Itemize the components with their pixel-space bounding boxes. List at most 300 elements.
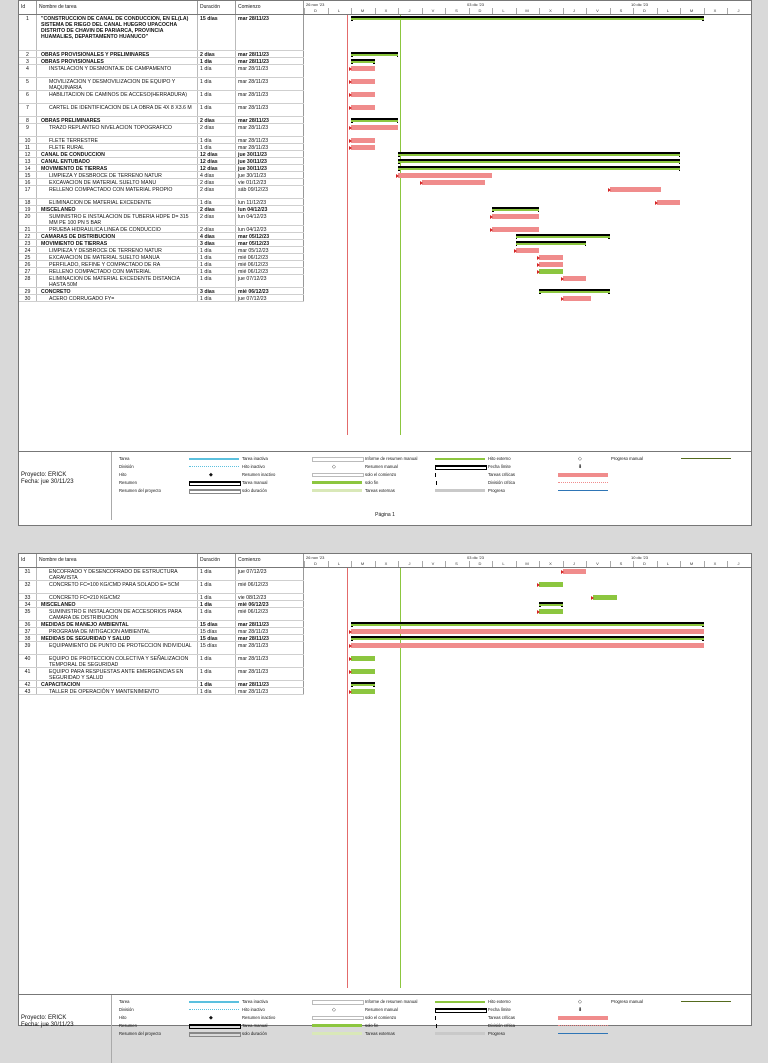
- table-row[interactable]: [19, 268, 304, 275]
- legend-label: Hito externo: [488, 456, 511, 461]
- legend-swatch-icon: [312, 1016, 364, 1020]
- task-duration: 12 días: [198, 151, 236, 157]
- timeline-day-12: V: [596, 561, 599, 566]
- task-name: PROGRAMA DE MITIGACION AMBIENTAL: [37, 628, 198, 634]
- gantt-bar-20[interactable]: [492, 214, 539, 219]
- table-row[interactable]: [19, 681, 304, 688]
- legend-item: [488, 472, 618, 479]
- timeline-day-16: M: [689, 561, 694, 566]
- legend-label: Tareas externas: [365, 1031, 395, 1036]
- legend-item: [365, 472, 495, 479]
- gantt-bar-40[interactable]: [351, 656, 375, 661]
- gantt-bar-25[interactable]: [539, 255, 563, 260]
- gantt-bar-16[interactable]: [422, 180, 485, 185]
- legend-item: [119, 464, 249, 471]
- task-name: FLETE RURAL: [37, 144, 198, 150]
- gantt-bar-17[interactable]: [610, 187, 662, 192]
- task-id: 35: [19, 608, 37, 620]
- legend-label: Hito: [119, 1015, 127, 1020]
- task-id: 13: [19, 158, 37, 164]
- task-duration: 3 días: [198, 288, 236, 294]
- deadline-marker-icon: [349, 126, 352, 130]
- task-duration: 1 día: [198, 568, 236, 580]
- task-name: CARTEL DE IDENTIFICACION DE LA OBRA DE 4X 8 X3.6 M: [37, 104, 198, 116]
- gantt-page-2: [18, 553, 752, 1036]
- legend-label: Tarea manual: [242, 1023, 268, 1028]
- timeline-day-3: X: [384, 561, 388, 566]
- gantt-bar-27[interactable]: [539, 269, 563, 274]
- legend-item: [365, 999, 495, 1006]
- table-row[interactable]: [19, 51, 304, 58]
- timeline-day-9: M: [525, 8, 529, 13]
- task-duration: 1 día: [198, 58, 236, 64]
- legend-label: solo duración: [242, 488, 267, 493]
- task-name: CONCRETO FC=210 KG/CM2: [37, 594, 198, 600]
- task-name: CONCRETO FC=100 KG/CMD PARA SOLADO E= 5CM: [37, 581, 198, 593]
- gantt-bar-38-progress: [351, 638, 704, 640]
- table-row[interactable]: [19, 65, 304, 78]
- gantt-bar-6[interactable]: [351, 92, 375, 97]
- table-row[interactable]: [19, 206, 304, 213]
- legend-item: [365, 456, 495, 463]
- task-name: EQUIPO PARA RESPUESTAS ANTE EMERGENCIAS EN SEGURIDAD Y SALUD: [37, 668, 198, 680]
- gantt-bar-10[interactable]: [351, 138, 375, 143]
- task-start: mar 05/12/23: [236, 233, 304, 239]
- task-start: mié 06/12/23: [236, 601, 304, 607]
- legend-item: [242, 464, 372, 471]
- gantt-bar-37[interactable]: [351, 629, 704, 634]
- task-duration: 2 días: [198, 206, 236, 212]
- gantt-bar-5[interactable]: [351, 79, 375, 84]
- table-row[interactable]: [19, 213, 304, 226]
- table-row[interactable]: [19, 635, 304, 642]
- gantt-bar-2-progress: [351, 54, 398, 56]
- timeline-day-3: X: [384, 8, 388, 13]
- table-row[interactable]: [19, 240, 304, 247]
- table-row[interactable]: [19, 668, 304, 681]
- timeline-day-4: J: [408, 8, 411, 13]
- deadline-marker-icon: [349, 93, 352, 97]
- gantt-bar-7[interactable]: [351, 105, 375, 110]
- task-id: 8: [19, 117, 37, 123]
- task-id: 21: [19, 226, 37, 232]
- timeline-week-3: 10 dic '23: [631, 555, 648, 560]
- legend: [19, 451, 751, 520]
- task-duration: 1 día: [198, 688, 236, 694]
- task-name: CANAL ENTUBADO: [37, 158, 198, 164]
- deadline-marker-icon: [537, 263, 540, 267]
- timeline-day-18: J: [737, 8, 740, 13]
- gantt-bar-35[interactable]: [539, 609, 563, 614]
- table-row[interactable]: [19, 172, 304, 179]
- task-id: 1: [19, 15, 37, 50]
- timeline-day-0: D: [314, 8, 317, 13]
- timeline-day-10: X: [549, 561, 552, 566]
- task-duration: 2 días: [198, 124, 236, 136]
- legend-label: Resumen del proyecto: [119, 488, 161, 493]
- legend-item: [119, 480, 249, 487]
- deadline-marker-icon: [349, 106, 352, 110]
- timeline-day-7: D: [478, 8, 482, 13]
- legend-swatch-icon: [558, 1033, 608, 1034]
- table-row[interactable]: [19, 124, 304, 137]
- timeline-day-6: S: [455, 8, 458, 13]
- table-row[interactable]: [19, 104, 304, 117]
- task-name: MEDIDAS DE MANEJO AMBIENTAL: [37, 621, 198, 627]
- task-name: CONCRETO: [37, 288, 198, 294]
- legend-swatch-icon: [435, 1024, 437, 1028]
- legend-item: [242, 1023, 372, 1030]
- task-start: lun 11/12/23: [236, 199, 304, 205]
- legend-item: [611, 999, 741, 1006]
- task-start: mié 06/12/23: [236, 261, 304, 267]
- table-row[interactable]: [19, 261, 304, 268]
- task-id: 14: [19, 165, 37, 171]
- table-row[interactable]: [19, 165, 304, 172]
- task-duration: 1 día: [198, 137, 236, 143]
- task-start: mar 28/11/23: [236, 65, 304, 77]
- task-id: 22: [19, 233, 37, 239]
- gantt-bar-30[interactable]: [563, 296, 591, 301]
- task-start: mar 28/11/23: [236, 137, 304, 143]
- gantt-bar-21[interactable]: [492, 227, 539, 232]
- task-name: RELLENO COMPACTADO CON MATERIAL: [37, 268, 198, 274]
- task-id: 40: [19, 655, 37, 667]
- legend-item: [611, 456, 741, 463]
- task-id: 9: [19, 124, 37, 136]
- legend-swatch-icon: ◆: [209, 472, 213, 478]
- task-duration: 12 días: [198, 165, 236, 171]
- timeline-day-6: S: [455, 561, 458, 566]
- task-name: LIMPIEZA Y DESBROCE DE TERRENO NATUR: [37, 247, 198, 253]
- gantt-bar-8-progress: [351, 120, 398, 122]
- table-row[interactable]: [19, 226, 304, 233]
- task-start: mar 28/11/23: [236, 621, 304, 627]
- table-row[interactable]: [19, 137, 304, 144]
- legend-label: Informe de resumen manual: [365, 999, 418, 1004]
- table-row[interactable]: [19, 144, 304, 151]
- legend-swatch-icon: [312, 1024, 362, 1027]
- table-row[interactable]: [19, 233, 304, 240]
- task-id: 18: [19, 199, 37, 205]
- timeline-week-2: 03 dic '23: [467, 2, 484, 7]
- legend-label: Resumen del proyecto: [119, 1031, 161, 1036]
- task-id: 31: [19, 568, 37, 580]
- legend-label: Progreso manual: [611, 456, 643, 461]
- table-row[interactable]: [19, 199, 304, 206]
- deadline-marker-icon: [349, 670, 352, 674]
- table-row[interactable]: [19, 581, 304, 594]
- legend-item: [488, 480, 618, 487]
- gantt-bar-15[interactable]: [398, 173, 492, 178]
- task-start: mar 28/11/23: [236, 58, 304, 64]
- legend-item: [242, 1031, 372, 1038]
- legend-label: Tareas externas: [365, 488, 395, 493]
- deadline-marker-icon: [561, 277, 564, 281]
- timeline-day-17: X: [713, 561, 717, 566]
- task-duration: 15 días: [198, 621, 236, 627]
- table-row[interactable]: [19, 158, 304, 165]
- gantt-bar-18[interactable]: [657, 200, 681, 205]
- gantt-bar-29-progress: [539, 291, 610, 293]
- legend-swatch-icon: [189, 1001, 239, 1003]
- task-id: 25: [19, 254, 37, 260]
- legend-swatch-icon: [558, 1016, 608, 1020]
- task-start: mar 28/11/23: [236, 688, 304, 694]
- task-start: mar 28/11/23: [236, 681, 304, 687]
- task-start: vie 01/12/23: [236, 179, 304, 185]
- table-row[interactable]: [19, 151, 304, 158]
- task-duration: 4 días: [198, 233, 236, 239]
- task-id: 12: [19, 151, 37, 157]
- gantt-bar-9[interactable]: [351, 125, 398, 130]
- table-row[interactable]: [19, 642, 304, 655]
- legend-swatch-icon: [435, 1008, 487, 1013]
- task-duration: 1 día: [198, 601, 236, 607]
- task-name: FLETE TERRESTRE: [37, 137, 198, 143]
- deadline-marker-icon: [608, 188, 611, 192]
- task-id: 43: [19, 688, 37, 694]
- task-start: mié 06/12/23: [236, 254, 304, 260]
- timeline-day-12: V: [596, 8, 599, 13]
- table-row[interactable]: [19, 186, 304, 199]
- task-start: jue 30/11/23: [236, 172, 304, 178]
- legend-project: Proyecto: ERICK: [21, 1015, 67, 1021]
- task-start: sáb 09/12/23: [236, 186, 304, 198]
- timeline-day-13: S: [619, 8, 623, 13]
- task-duration: 1 día: [198, 681, 236, 687]
- task-id: 42: [19, 681, 37, 687]
- task-start: jue 30/11/23: [236, 151, 304, 157]
- legend-swatch-icon: [435, 1016, 437, 1020]
- task-id: 4: [19, 65, 37, 77]
- legend-swatch-icon: [312, 1032, 362, 1035]
- gantt-bar-3-progress: [351, 61, 375, 63]
- legend-item: [488, 464, 618, 471]
- task-name: OBRAS PRELIMINARES: [37, 117, 198, 123]
- task-id: 30: [19, 295, 37, 301]
- legend-swatch-icon: [435, 481, 437, 485]
- gantt-page-1: [18, 0, 752, 526]
- table-row[interactable]: [19, 275, 304, 288]
- legend-label: División: [119, 1007, 134, 1012]
- table-row[interactable]: [19, 247, 304, 254]
- gantt-bar-31[interactable]: [563, 569, 587, 574]
- legend-label: Hito externo: [488, 999, 511, 1004]
- task-name: EQUIPAMIENTO DE PUNTO DE PROTECCION INDIVIDUAL: [37, 642, 198, 654]
- gantt-bar-14-progress: [398, 168, 680, 170]
- legend-item: [242, 1015, 372, 1022]
- gantt-bar-32[interactable]: [539, 582, 563, 587]
- task-id: 17: [19, 186, 37, 198]
- legend-date: Fecha: jue 30/11/23: [21, 1022, 74, 1028]
- deadline-marker-icon: [537, 256, 540, 260]
- task-name: MISCELANEO: [37, 601, 198, 607]
- page-number: Página 1: [375, 512, 395, 518]
- legend-item: [119, 1031, 249, 1038]
- header-duration: Duración: [198, 554, 236, 567]
- table-row[interactable]: [19, 288, 304, 295]
- table-header-2: [19, 554, 751, 568]
- timeline-day-11: J: [573, 561, 575, 566]
- gantt-bar-33[interactable]: [593, 595, 617, 600]
- table-row[interactable]: [19, 254, 304, 261]
- task-name: CANAL DE CONDUCCION: [37, 151, 198, 157]
- table-row[interactable]: [19, 568, 304, 581]
- task-duration: 1 día: [198, 254, 236, 260]
- legend-swatch-icon: [312, 473, 364, 477]
- task-start: mar 28/11/23: [236, 117, 304, 123]
- task-start: mié 06/12/23: [236, 608, 304, 620]
- timeline-day-9: M: [525, 561, 529, 566]
- task-duration: 1 día: [198, 65, 236, 77]
- task-id: 34: [19, 601, 37, 607]
- table-header: [19, 1, 751, 15]
- legend-item: [242, 999, 372, 1006]
- gantt-bar-43[interactable]: [351, 689, 375, 694]
- gantt-bar-28[interactable]: [563, 276, 587, 281]
- gantt-bar-4[interactable]: [351, 66, 375, 71]
- task-name: EXCAVACION DE MATERIAL SUELTO MANU: [37, 179, 198, 185]
- status-line: [347, 15, 348, 435]
- legend-item: [119, 456, 249, 463]
- timeline-day-8: L: [502, 561, 505, 566]
- task-id: 33: [19, 594, 37, 600]
- task-id: 11: [19, 144, 37, 150]
- legend-label: Resumen manual: [365, 1007, 398, 1012]
- timeline-day-8: L: [502, 8, 505, 13]
- header-start: Comienzo: [236, 554, 304, 567]
- task-start: lun 04/12/23: [236, 206, 304, 212]
- task-start: lun 04/12/23: [236, 213, 304, 225]
- task-start: mar 28/11/23: [236, 668, 304, 680]
- legend-label: Tarea: [119, 999, 130, 1004]
- header-name: Nombre de tarea: [37, 1, 198, 14]
- legend-item: [488, 1023, 618, 1030]
- gantt-bar-39[interactable]: [351, 643, 704, 648]
- table-row[interactable]: [19, 655, 304, 668]
- gantt-bar-11[interactable]: [351, 145, 375, 150]
- legend-label: Tarea manual: [242, 480, 268, 485]
- table-row[interactable]: [19, 594, 304, 601]
- timeline-day-18: J: [737, 561, 740, 566]
- gantt-bar-24[interactable]: [516, 248, 540, 253]
- legend-swatch-icon: [189, 1024, 241, 1029]
- task-duration: 2 días: [198, 179, 236, 185]
- table-row[interactable]: [19, 295, 304, 302]
- task-name: ELIMINACION DE MATERIAL EXCEDENTE: [37, 199, 198, 205]
- gantt-bar-19-progress: [492, 209, 539, 211]
- legend-swatch-icon: [189, 466, 239, 467]
- task-id: 19: [19, 206, 37, 212]
- legend-label: Tareas críticas: [488, 472, 515, 477]
- task-name: MOVIMIENTO DE TIERRAS: [37, 165, 198, 171]
- gantt-bar-23-progress: [516, 243, 587, 245]
- task-id: 6: [19, 91, 37, 103]
- table-row[interactable]: [19, 601, 304, 608]
- timeline-day-1: L: [337, 561, 341, 566]
- legend-label: solo duración: [242, 1031, 267, 1036]
- table-row[interactable]: [19, 621, 304, 628]
- table-row[interactable]: [19, 117, 304, 124]
- table-row[interactable]: [19, 608, 304, 621]
- gantt-bar-26[interactable]: [539, 262, 563, 267]
- task-duration: 4 días: [198, 172, 236, 178]
- task-duration: 12 días: [198, 158, 236, 164]
- legend-item: [488, 456, 618, 463]
- deadline-marker-icon: [349, 644, 352, 648]
- table-row[interactable]: [19, 78, 304, 91]
- legend-item: [488, 1007, 618, 1014]
- legend-swatch-icon: [189, 481, 241, 486]
- legend-label: solo el comienzo: [365, 472, 397, 477]
- timeline-day-5: V: [431, 561, 435, 566]
- timeline-day-2: M: [360, 8, 365, 13]
- task-start: mié 06/12/23: [236, 288, 304, 294]
- legend-label: Progreso: [488, 488, 505, 493]
- task-duration: 2 días: [198, 51, 236, 57]
- task-id: 24: [19, 247, 37, 253]
- legend-label: Resumen manual: [365, 464, 398, 469]
- table-row[interactable]: [19, 15, 304, 51]
- legend-item: [488, 1031, 618, 1038]
- table-row[interactable]: [19, 628, 304, 635]
- timeline-day-15: L: [666, 561, 670, 566]
- timeline-week-1: 26 nov '23: [306, 555, 325, 560]
- legend-swatch-icon: [189, 489, 241, 494]
- deadline-marker-icon: [591, 596, 594, 600]
- legend-swatch-icon: [435, 489, 485, 492]
- task-duration: 2 días: [198, 186, 236, 198]
- legend-label: Hito inactivo: [242, 1007, 265, 1012]
- timeline-day-0: D: [314, 561, 317, 566]
- gantt-bar-41[interactable]: [351, 669, 375, 674]
- task-start: jue 07/12/23: [236, 295, 304, 301]
- legend-item: [119, 488, 249, 495]
- legend-item: [365, 1031, 495, 1038]
- task-start: mar 28/11/23: [236, 78, 304, 90]
- task-duration: 1 día: [198, 78, 236, 90]
- task-id: 3: [19, 58, 37, 64]
- gantt-bar-42-progress: [351, 684, 375, 686]
- legend-project: Proyecto: ERICK: [21, 472, 67, 478]
- table-row[interactable]: [19, 179, 304, 186]
- task-start: mar 28/11/23: [236, 144, 304, 150]
- task-id: 10: [19, 137, 37, 143]
- legend-swatch-icon: [558, 482, 608, 483]
- deadline-marker-icon: [561, 297, 564, 301]
- legend-swatch-icon: [435, 465, 487, 470]
- legend-item: [488, 999, 618, 1006]
- task-id: 38: [19, 635, 37, 641]
- table-row[interactable]: [19, 58, 304, 65]
- task-start: jue 07/12/23: [236, 275, 304, 287]
- legend-swatch-icon: ◆: [209, 1015, 213, 1021]
- table-row[interactable]: [19, 91, 304, 104]
- legend-label: Resumen inactivo: [242, 1015, 276, 1020]
- task-duration: 1 día: [198, 144, 236, 150]
- table-row[interactable]: [19, 688, 304, 695]
- task-start: mar 28/11/23: [236, 104, 304, 116]
- task-duration: 1 día: [198, 608, 236, 620]
- task-name: MOVILIZACION Y DESMOVILIZACION DE EQUIPO Y MAQUINARIA: [37, 78, 198, 90]
- legend-swatch-icon: [558, 1025, 608, 1026]
- legend-label: solo fin: [365, 1023, 379, 1028]
- legend-item: [242, 488, 372, 495]
- legend-item: [365, 1007, 495, 1014]
- timeline-week-3: 10 dic '23: [631, 2, 648, 7]
- task-start: jue 07/12/23: [236, 568, 304, 580]
